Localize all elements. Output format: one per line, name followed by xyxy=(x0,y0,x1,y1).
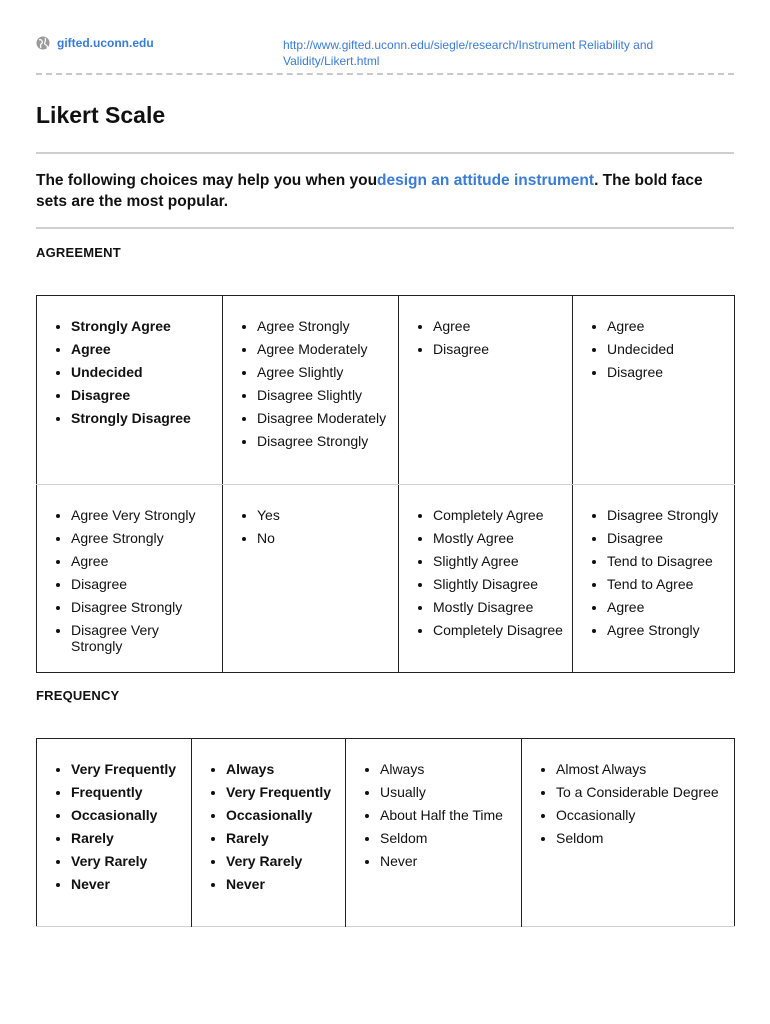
scale-set-cell xyxy=(37,296,223,485)
scale-option-list xyxy=(200,761,337,892)
scale-option-list xyxy=(354,761,513,869)
scale-set-cell xyxy=(37,485,223,673)
source-site[interactable] xyxy=(36,36,154,50)
scale-option-very-rarely: • Very Rarely xyxy=(71,853,183,869)
scale-option-agree-very-strongly: • Agree Very Strongly xyxy=(71,507,214,523)
clip-header xyxy=(36,0,734,76)
scale-set-cell xyxy=(223,296,399,485)
scale-option-agree: • Agree xyxy=(71,341,214,357)
scale-option-disagree: • Disagree xyxy=(607,530,726,546)
intro-text-end: . The bold face sets are the most popular. xyxy=(36,172,703,210)
scale-option-very-frequently: • Very Frequently xyxy=(226,784,337,800)
scale-set-cell xyxy=(192,739,346,927)
scale-option-disagree: • Disagree xyxy=(71,576,214,592)
frequency-heading: FREQUENCY xyxy=(36,688,120,703)
scale-option-undecided: • Undecided xyxy=(607,341,726,357)
scale-option-list xyxy=(45,761,183,892)
scale-option-slightly-disagree: • Slightly Disagree xyxy=(433,576,564,592)
scale-set-cell xyxy=(573,485,735,673)
scale-option-disagree-strongly: • Disagree Strongly xyxy=(71,599,214,615)
scale-option-list xyxy=(407,318,564,357)
scale-set-cell xyxy=(573,296,735,485)
scale-option-agree: • Agree xyxy=(433,318,564,334)
scale-set-cell xyxy=(399,296,573,485)
scale-option-disagree-moderately: • Disagree Moderately xyxy=(257,410,390,426)
intro-text-start: The following choices may help you when you xyxy=(36,172,378,189)
scale-option-completely-disagree: • Completely Disagree xyxy=(433,622,564,638)
table-row xyxy=(37,739,735,927)
scale-option-list xyxy=(45,507,214,654)
table-row xyxy=(37,296,735,485)
scale-option-completely-agree: • Completely Agree xyxy=(433,507,564,523)
scale-option-occasionally: • Occasionally xyxy=(226,807,337,823)
scale-option-tend-to-agree: • Tend to Agree xyxy=(607,576,726,592)
agreement-table xyxy=(36,295,735,673)
scale-set-cell xyxy=(37,739,192,927)
scale-option-usually: • Usually xyxy=(380,784,513,800)
globe-icon xyxy=(36,36,50,50)
scale-option-very-frequently: • Very Frequently xyxy=(71,761,183,777)
page-title: Likert Scale xyxy=(36,102,166,128)
scale-option-undecided: • Undecided xyxy=(71,364,214,380)
scale-option-strongly-disagree: • Strongly Disagree xyxy=(71,410,214,426)
frequency-table xyxy=(36,738,735,927)
scale-option-disagree-strongly: • Disagree Strongly xyxy=(607,507,726,523)
scale-set-cell xyxy=(399,485,573,673)
scale-option-agree: • Agree xyxy=(607,599,726,615)
scale-option-tend-to-disagree: • Tend to Disagree xyxy=(607,553,726,569)
scale-option-yes: • Yes xyxy=(257,507,390,523)
table-row xyxy=(37,485,735,673)
scale-option-about-half-the-time: • About Half the Time xyxy=(380,807,513,823)
page xyxy=(36,0,734,892)
header-divider xyxy=(36,73,734,75)
scale-option-mostly-disagree: • Mostly Disagree xyxy=(433,599,564,615)
intro-divider xyxy=(36,227,734,229)
scale-option-agree: • Agree xyxy=(71,553,214,569)
scale-option-seldom: • Seldom xyxy=(380,830,513,846)
scale-option-disagree-very-strongly: • Disagree Very Strongly xyxy=(71,622,214,654)
scale-option-disagree-slightly: • Disagree Slightly xyxy=(257,387,390,403)
scale-set-cell xyxy=(223,485,399,673)
source-url-link[interactable]: http://www.gifted.uconn.edu/siegle/research/Instrument Reliability and Validity/Likert.html xyxy=(283,38,654,68)
scale-option-agree-moderately: • Agree Moderately xyxy=(257,341,390,357)
scale-option-rarely: • Rarely xyxy=(71,830,183,846)
scale-option-agree-strongly: • Agree Strongly xyxy=(607,622,726,638)
scale-option-disagree: • Disagree xyxy=(607,364,726,380)
scale-option-very-rarely: • Very Rarely xyxy=(226,853,337,869)
title-divider xyxy=(36,152,734,154)
scale-option-agree-slightly: • Agree Slightly xyxy=(257,364,390,380)
scale-option-list xyxy=(581,318,726,380)
intro-text xyxy=(36,170,716,212)
scale-set-cell xyxy=(522,739,735,927)
scale-option-agree: • Agree xyxy=(607,318,726,334)
scale-set-cell xyxy=(346,739,522,927)
scale-option-almost-always: • Almost Always xyxy=(556,761,726,777)
scale-option-list xyxy=(45,318,214,426)
scale-option-strongly-agree: • Strongly Agree xyxy=(71,318,214,334)
scale-option-to-a-considerable-degree: • To a Considerable Degree xyxy=(556,784,726,800)
scale-option-list xyxy=(231,318,390,449)
scale-option-agree-strongly: • Agree Strongly xyxy=(257,318,390,334)
scale-option-disagree: • Disagree xyxy=(71,387,214,403)
scale-option-mostly-agree: • Mostly Agree xyxy=(433,530,564,546)
scale-option-occasionally: • Occasionally xyxy=(71,807,183,823)
scale-option-no: • No xyxy=(257,530,390,546)
source-site-name: gifted.uconn.edu xyxy=(57,36,154,50)
scale-option-never: • Never xyxy=(380,853,513,869)
scale-option-list xyxy=(530,761,726,846)
scale-option-always: • Always xyxy=(226,761,337,777)
scale-option-frequently: • Frequently xyxy=(71,784,183,800)
scale-option-list xyxy=(581,507,726,638)
scale-option-occasionally: • Occasionally xyxy=(556,807,726,823)
scale-option-always: • Always xyxy=(380,761,513,777)
scale-option-seldom: • Seldom xyxy=(556,830,726,846)
scale-option-disagree: • Disagree xyxy=(433,341,564,357)
scale-option-disagree-strongly: • Disagree Strongly xyxy=(257,433,390,449)
scale-option-slightly-agree: • Slightly Agree xyxy=(433,553,564,569)
scale-option-list xyxy=(407,507,564,638)
scale-option-never: • Never xyxy=(71,876,183,892)
agreement-heading: AGREEMENT xyxy=(36,245,121,260)
design-instrument-link[interactable]: design an attitude instrument xyxy=(377,172,595,189)
scale-option-list xyxy=(231,507,390,546)
scale-option-rarely: • Rarely xyxy=(226,830,337,846)
scale-option-agree-strongly: • Agree Strongly xyxy=(71,530,214,546)
scale-option-never: • Never xyxy=(226,876,337,892)
